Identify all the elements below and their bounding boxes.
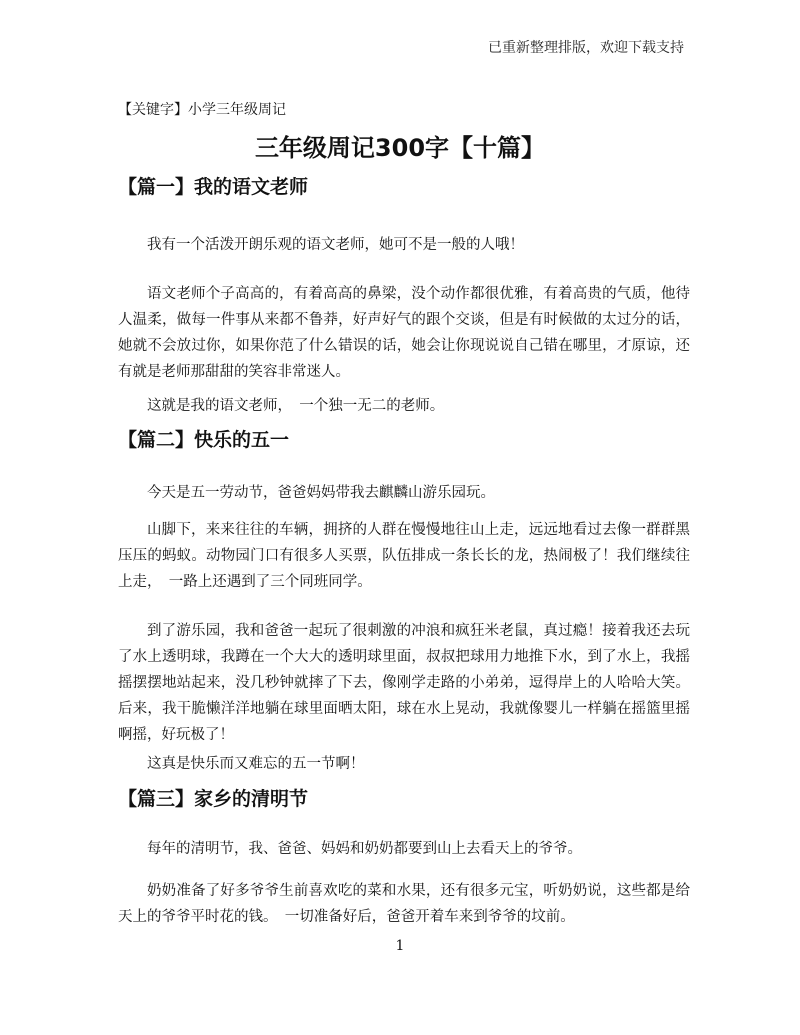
chapter-3-title: 【篇三】家乡的清明节 [118,788,309,810]
chapter-1-paragraph-2: 语文老师个子高高的，有着高高的鼻梁，没个动作都很优雅，有着高贵的气质，他待人温柔，做每一件事从来都不鲁莽，好声好气的跟个交谈，但是有时候做的太过分的话，她就不会放过你，如果你范了什么错误的话，她会让你现说说自己错在哪里，才原谅，还有就是老师那甜甜的笑容非常迷人。 [118,286,690,380]
keyword-line: 【关键字】小学三年级周记 [118,102,286,118]
chapter-2-paragraph-1: 今天是五一劳动节，爸爸妈妈带我去麒麟山游乐园玩。 [147,485,495,501]
chapter-1-paragraph-1: 我有一个活泼开朗乐观的语文老师，她可不是一般的人哦！ [147,237,524,253]
document-title: 三年级周记300字【十篇】 [254,134,546,162]
chapter-2-title: 【篇二】快乐的五一 [118,429,290,451]
chapter-2-paragraph-3: 到了游乐园，我和爸爸一起玩了很刺激的冲浪和疯狂米老鼠，真过瘾！接着我还去玩了水上透明球，我蹲在一个大大的透明球里面，叔叔把球用力地推下水，到了水上，我摇摇摆摆地站起来，没几秒钟就摔了下去，像刚学走路的小弟弟，逗得岸上的人哈哈大笑。后来，我干脆懒洋洋地躺在球里面晒太阳，球在水上晃动，我就像婴儿一样躺在摇篮里摇啊摇，好玩极了！ [118,623,690,743]
page-number: 1 [395,938,405,954]
chapter-1-title: 【篇一】我的语文老师 [118,176,309,198]
header-note: 已重新整理排版，欢迎下载支持 [488,40,684,56]
chapter-2-paragraph-4: 这真是快乐而又难忘的五一节啊！ [147,756,365,772]
chapter-2-paragraph-2: 山脚下，来来往往的车辆，拥挤的人群在慢慢地往山上走，远远地看过去像一群群黑压压的蚂蚁。动物园门口有很多人买票，队伍排成一条长长的龙，热闹极了！我们继续往上走， 一路上还遇到了三个同班同学。 [118,522,690,590]
chapter-3-paragraph-1: 每年的清明节，我、爸爸、妈妈和奶奶都要到山上去看天上的爷爷。 [147,841,582,857]
chapter-1-paragraph-3: 这就是我的语文老师， 一个独一无二的老师。 [147,398,445,414]
chapter-3-paragraph-2: 奶奶准备了好多爷爷生前喜欢吃的菜和水果，还有很多元宝，听奶奶说，这些都是给天上的爷爷平时花的钱。 一切准备好后，爸爸开着车来到爷爷的坟前。 [118,883,690,925]
